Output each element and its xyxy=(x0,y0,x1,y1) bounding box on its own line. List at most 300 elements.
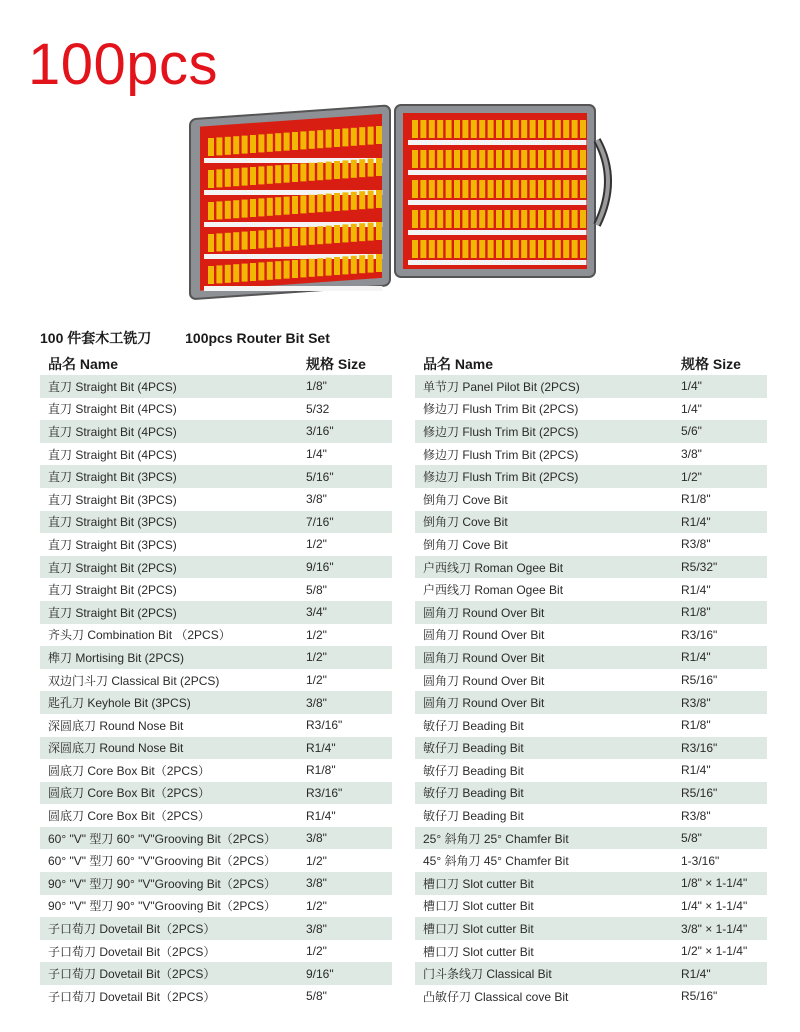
bit-name-cell: 60° "V" 型刀 60° "V"Grooving Bit（2PCS） xyxy=(40,849,298,872)
bit-size-cell: 1/2" xyxy=(298,533,392,556)
router-bit xyxy=(342,128,348,146)
router-bit xyxy=(334,257,340,275)
router-bit xyxy=(284,133,290,151)
router-bit xyxy=(580,180,586,198)
router-bit xyxy=(216,265,222,283)
router-bit xyxy=(572,240,578,258)
bit-name-cell: 直刀 Straight Bit (3PCS) xyxy=(40,465,298,488)
bit-size-cell: R3/16" xyxy=(298,782,392,805)
router-bit xyxy=(309,259,315,277)
router-bit xyxy=(471,180,477,198)
bit-name-cell: 榫刀 Mortising Bit (2PCS) xyxy=(40,646,298,669)
router-bit xyxy=(504,120,510,138)
bit-size-cell: 1/8" xyxy=(298,375,392,398)
bit-name-cell: 门斗条线刀 Classical Bit xyxy=(415,962,673,985)
router-bit xyxy=(446,210,452,228)
router-bit xyxy=(376,222,382,240)
router-bit xyxy=(376,158,382,176)
table-row xyxy=(415,669,767,692)
router-bit xyxy=(530,210,536,228)
router-bit xyxy=(309,227,315,245)
table-row xyxy=(40,443,392,466)
table-row xyxy=(40,691,392,714)
bit-size-cell: 1/4" xyxy=(298,443,392,466)
router-bit xyxy=(479,150,485,168)
bit-name-cell: 圆角刀 Round Over Bit xyxy=(415,601,673,624)
router-bit xyxy=(496,240,502,258)
table-row xyxy=(40,804,392,827)
name-column-header: 品名 Name xyxy=(415,353,673,375)
router-bit xyxy=(462,240,468,258)
table-row xyxy=(40,578,392,601)
table-row xyxy=(40,940,392,963)
router-bit xyxy=(462,180,468,198)
router-bit xyxy=(563,180,569,198)
router-bit xyxy=(359,255,365,273)
router-bit xyxy=(242,232,248,250)
bit-name-cell: 敏仔刀 Beading Bit xyxy=(415,737,673,760)
bit-name-cell: 深圆底刀 Round Nose Bit xyxy=(40,737,298,760)
router-bit xyxy=(513,210,519,228)
bit-name-cell: 圆角刀 Round Over Bit xyxy=(415,624,673,647)
router-bit xyxy=(351,128,357,146)
left-spec-table xyxy=(40,353,392,1008)
router-bit xyxy=(275,197,281,215)
router-bit xyxy=(334,193,340,211)
router-bit xyxy=(454,180,460,198)
bit-name-cell: 倒角刀 Cove Bit xyxy=(415,511,673,534)
bit-size-cell: 1/2" xyxy=(298,646,392,669)
table-row xyxy=(415,895,767,918)
bit-name-cell: 直刀 Straight Bit (4PCS) xyxy=(40,420,298,443)
table-row xyxy=(415,465,767,488)
router-bit xyxy=(521,150,527,168)
bit-size-cell: R1/8" xyxy=(298,759,392,782)
router-bit xyxy=(284,229,290,247)
router-bit xyxy=(250,231,256,249)
bit-size-cell: 1/8" × 1-1/4" xyxy=(673,872,767,895)
router-bit xyxy=(334,225,340,243)
table-row xyxy=(415,827,767,850)
router-bit xyxy=(513,240,519,258)
router-bit xyxy=(420,180,426,198)
router-bit xyxy=(437,180,443,198)
router-bit xyxy=(250,135,256,153)
bit-size-cell: R3/16" xyxy=(673,624,767,647)
router-bit xyxy=(225,201,231,219)
router-bit xyxy=(258,262,264,280)
router-bit xyxy=(292,164,298,182)
router-bit xyxy=(258,166,264,184)
bit-name-cell: 直刀 Straight Bit (3PCS) xyxy=(40,511,298,534)
router-bit xyxy=(309,131,315,149)
router-bit xyxy=(496,180,502,198)
table-row xyxy=(40,533,392,556)
router-bit xyxy=(233,264,239,282)
bit-size-cell: 1/2" xyxy=(298,624,392,647)
router-bit xyxy=(437,120,443,138)
router-bit xyxy=(513,150,519,168)
router-bit xyxy=(326,130,332,148)
table-row xyxy=(415,985,767,1008)
router-bit xyxy=(420,150,426,168)
router-bit xyxy=(471,150,477,168)
bit-name-cell: 齐头刀 Combination Bit （2PCS） xyxy=(40,624,298,647)
router-bit xyxy=(250,167,256,185)
router-bit xyxy=(479,240,485,258)
bit-size-cell: 3/8" xyxy=(673,443,767,466)
router-bit xyxy=(504,240,510,258)
label-strip xyxy=(408,200,586,205)
router-bit xyxy=(250,199,256,217)
router-bit xyxy=(300,131,306,149)
bit-name-cell: 敏仔刀 Beading Bit xyxy=(415,782,673,805)
bit-size-cell: 3/4" xyxy=(298,601,392,624)
router-bit xyxy=(376,126,382,144)
router-bit xyxy=(580,120,586,138)
router-bit xyxy=(351,224,357,242)
router-bit xyxy=(368,191,374,209)
router-bit xyxy=(420,210,426,228)
router-bit xyxy=(368,127,374,145)
router-bit xyxy=(342,224,348,242)
router-bit xyxy=(275,133,281,151)
bit-size-cell: 7/16" xyxy=(298,511,392,534)
bit-size-cell: 1/2" xyxy=(298,669,392,692)
bit-size-cell: 3/16" xyxy=(298,420,392,443)
bit-size-cell: R1/4" xyxy=(298,804,392,827)
router-bit xyxy=(572,210,578,228)
right-spec-table xyxy=(415,353,767,1008)
bit-name-cell: 圆底刀 Core Box Bit（2PCS） xyxy=(40,804,298,827)
router-bit xyxy=(359,191,365,209)
bit-size-cell: 3/8" xyxy=(298,917,392,940)
bit-size-cell: 3/8" × 1-1/4" xyxy=(673,917,767,940)
bit-size-cell: R3/16" xyxy=(298,714,392,737)
router-bit xyxy=(488,180,494,198)
router-bit xyxy=(326,226,332,244)
router-bit xyxy=(309,195,315,213)
router-bit xyxy=(538,210,544,228)
router-bit xyxy=(317,258,323,276)
router-bit xyxy=(546,150,552,168)
bit-size-cell: 1/2" xyxy=(298,849,392,872)
router-bit xyxy=(233,200,239,218)
bit-name-cell: 敏仔刀 Beading Bit xyxy=(415,714,673,737)
router-bit xyxy=(446,120,452,138)
bit-name-cell: 25° 斜角刀 25° Chamfer Bit xyxy=(415,827,673,850)
router-bit xyxy=(326,194,332,212)
router-bit xyxy=(580,150,586,168)
router-bit xyxy=(488,240,494,258)
router-bit xyxy=(471,210,477,228)
table-row xyxy=(40,895,392,918)
router-bit xyxy=(342,256,348,274)
table-row xyxy=(415,962,767,985)
bit-name-cell: 槽口刀 Slot cutter Bit xyxy=(415,917,673,940)
router-bit xyxy=(317,194,323,212)
router-bit xyxy=(572,180,578,198)
router-bit xyxy=(342,160,348,178)
table-row xyxy=(40,962,392,985)
router-bit xyxy=(521,210,527,228)
label-strip xyxy=(204,286,382,291)
router-bit xyxy=(309,163,315,181)
bit-name-cell: 60° "V" 型刀 60° "V"Grooving Bit（2PCS） xyxy=(40,827,298,850)
router-bit xyxy=(462,210,468,228)
router-bit xyxy=(292,260,298,278)
table-row xyxy=(40,714,392,737)
bit-size-cell: 1/2" xyxy=(673,465,767,488)
router-bit xyxy=(530,240,536,258)
bit-size-cell: R5/32" xyxy=(673,556,767,579)
bit-size-cell: R3/8" xyxy=(673,533,767,556)
table-row xyxy=(415,375,767,398)
table-row xyxy=(40,872,392,895)
router-bit xyxy=(530,120,536,138)
router-bit xyxy=(376,254,382,272)
router-bit xyxy=(538,180,544,198)
bit-size-cell: R1/8" xyxy=(673,714,767,737)
router-bit xyxy=(437,150,443,168)
bit-name-cell: 深圆底刀 Round Nose Bit xyxy=(40,714,298,737)
router-bit xyxy=(233,168,239,186)
router-bit xyxy=(479,180,485,198)
router-bit xyxy=(488,210,494,228)
table-row xyxy=(415,578,767,601)
router-bit xyxy=(326,258,332,276)
table-row xyxy=(40,465,392,488)
bit-size-cell: 9/16" xyxy=(298,962,392,985)
router-bit xyxy=(429,150,435,168)
router-bit xyxy=(572,150,578,168)
router-bit xyxy=(359,223,365,241)
router-bit xyxy=(351,192,357,210)
bit-name-cell: 圆角刀 Round Over Bit xyxy=(415,691,673,714)
router-bit xyxy=(563,150,569,168)
router-bit xyxy=(351,160,357,178)
router-bit xyxy=(317,162,323,180)
table-row xyxy=(40,601,392,624)
router-bit xyxy=(208,138,214,156)
bit-size-cell: 3/8" xyxy=(298,488,392,511)
router-bit xyxy=(555,240,561,258)
table-row xyxy=(40,420,392,443)
router-bit xyxy=(225,137,231,155)
router-bit xyxy=(342,192,348,210)
router-bit xyxy=(437,210,443,228)
router-bit xyxy=(359,159,365,177)
router-bit xyxy=(275,165,281,183)
bit-size-cell: 3/8" xyxy=(298,691,392,714)
bit-size-cell: R1/4" xyxy=(673,962,767,985)
label-strip xyxy=(408,260,586,265)
table-row xyxy=(415,443,767,466)
bit-size-cell: 9/16" xyxy=(298,556,392,579)
router-bit xyxy=(429,120,435,138)
router-bit xyxy=(488,120,494,138)
bit-size-cell: 1/4" xyxy=(673,398,767,421)
router-bit xyxy=(267,262,273,280)
table-header-row xyxy=(415,353,767,375)
bit-name-cell: 修边刀 Flush Trim Bit (2PCS) xyxy=(415,443,673,466)
bit-name-cell: 户西线刀 Roman Ogee Bit xyxy=(415,556,673,579)
router-bit xyxy=(454,210,460,228)
bit-name-cell: 敏仔刀 Beading Bit xyxy=(415,759,673,782)
label-strip xyxy=(408,230,586,235)
router-bit xyxy=(208,234,214,252)
bit-size-cell: 5/8" xyxy=(298,578,392,601)
router-bit xyxy=(300,195,306,213)
router-bit xyxy=(242,264,248,282)
table-row xyxy=(415,782,767,805)
router-bit xyxy=(412,120,418,138)
bit-name-cell: 直刀 Straight Bit (3PCS) xyxy=(40,533,298,556)
label-strip xyxy=(408,140,586,145)
bit-size-cell: R5/16" xyxy=(673,985,767,1008)
router-bit xyxy=(208,266,214,284)
router-bit xyxy=(292,132,298,150)
table-row xyxy=(415,691,767,714)
router-bit xyxy=(521,180,527,198)
size-column-header: 规格 Size xyxy=(673,353,767,375)
bit-name-cell: 圆角刀 Round Over Bit xyxy=(415,669,673,692)
router-bit xyxy=(317,130,323,148)
router-bit xyxy=(555,150,561,168)
table-row xyxy=(415,804,767,827)
bit-name-cell: 槽口刀 Slot cutter Bit xyxy=(415,895,673,918)
router-bit xyxy=(546,180,552,198)
table-row xyxy=(40,782,392,805)
router-bit xyxy=(462,150,468,168)
table-row xyxy=(40,398,392,421)
router-bit xyxy=(513,120,519,138)
bit-size-cell: 1-3/16" xyxy=(673,849,767,872)
bit-name-cell: 直刀 Straight Bit (4PCS) xyxy=(40,398,298,421)
bit-name-cell: 圆底刀 Core Box Bit（2PCS） xyxy=(40,759,298,782)
router-bit-case-image xyxy=(180,100,620,310)
router-bit xyxy=(530,150,536,168)
table-row xyxy=(40,375,392,398)
table-row xyxy=(40,488,392,511)
router-bit xyxy=(292,196,298,214)
router-bit xyxy=(216,169,222,187)
router-bit xyxy=(521,240,527,258)
router-bit xyxy=(412,240,418,258)
bit-name-cell: 户西线刀 Roman Ogee Bit xyxy=(415,578,673,601)
bit-name-cell: 槽口刀 Slot cutter Bit xyxy=(415,940,673,963)
bit-name-cell: 匙孔刀 Keyhole Bit (3PCS) xyxy=(40,691,298,714)
table-row xyxy=(415,533,767,556)
set-subtitle xyxy=(40,328,360,348)
table-row xyxy=(40,624,392,647)
bit-name-cell: 修边刀 Flush Trim Bit (2PCS) xyxy=(415,398,673,421)
router-bit xyxy=(446,240,452,258)
router-bit xyxy=(504,180,510,198)
bit-name-cell: 直刀 Straight Bit (2PCS) xyxy=(40,556,298,579)
subtitle-chinese: 100 件套木工铣刀 xyxy=(40,330,152,346)
bit-size-cell: R1/4" xyxy=(673,759,767,782)
router-bit xyxy=(208,170,214,188)
router-bit xyxy=(437,240,443,258)
bit-size-cell: 5/8" xyxy=(673,827,767,850)
bit-size-cell: 3/8" xyxy=(298,872,392,895)
headline: 100pcs xyxy=(28,32,219,97)
router-bit xyxy=(233,232,239,250)
router-bit xyxy=(454,120,460,138)
bit-size-cell: 3/8" xyxy=(298,827,392,850)
bit-size-cell: R3/16" xyxy=(673,737,767,760)
router-bit xyxy=(284,197,290,215)
table-row xyxy=(40,917,392,940)
router-bit xyxy=(267,230,273,248)
router-bit xyxy=(555,210,561,228)
router-bit xyxy=(216,201,222,219)
bit-name-cell: 子口荀刀 Dovetail Bit（2PCS） xyxy=(40,985,298,1008)
bit-size-cell: R1/4" xyxy=(673,578,767,601)
router-bit xyxy=(471,240,477,258)
router-bit xyxy=(267,166,273,184)
router-bit xyxy=(563,240,569,258)
table-row xyxy=(415,556,767,579)
bit-name-cell: 圆角刀 Round Over Bit xyxy=(415,646,673,669)
router-bit xyxy=(429,210,435,228)
table-row xyxy=(415,872,767,895)
table-row xyxy=(40,759,392,782)
router-bit xyxy=(504,150,510,168)
router-bit xyxy=(300,163,306,181)
router-bit xyxy=(368,223,374,241)
table-row xyxy=(40,849,392,872)
router-bit xyxy=(521,120,527,138)
size-column-header: 规格 Size xyxy=(298,353,392,375)
bit-size-cell: R1/4" xyxy=(298,737,392,760)
router-bit xyxy=(334,161,340,179)
router-bit xyxy=(208,202,214,220)
router-bit xyxy=(225,265,231,283)
router-bit xyxy=(225,233,231,251)
table-row xyxy=(415,737,767,760)
router-bit xyxy=(267,134,273,152)
router-bit xyxy=(462,120,468,138)
router-bit xyxy=(258,198,264,216)
bit-size-cell: 1/2" xyxy=(298,895,392,918)
bit-size-cell: 5/16" xyxy=(298,465,392,488)
bit-size-cell: R1/4" xyxy=(673,511,767,534)
router-bit xyxy=(488,150,494,168)
router-bit xyxy=(538,120,544,138)
bit-name-cell: 敏仔刀 Beading Bit xyxy=(415,804,673,827)
router-bit xyxy=(242,200,248,218)
router-bit xyxy=(216,137,222,155)
bit-size-cell: 1/2" xyxy=(298,940,392,963)
bit-size-cell: R5/16" xyxy=(673,669,767,692)
router-bit xyxy=(258,230,264,248)
router-bit xyxy=(317,226,323,244)
router-bit xyxy=(454,150,460,168)
router-bit xyxy=(513,180,519,198)
table-row xyxy=(415,759,767,782)
bit-name-cell: 90° "V" 型刀 90° "V"Grooving Bit（2PCS） xyxy=(40,872,298,895)
router-bit xyxy=(225,169,231,187)
router-bit xyxy=(368,255,374,273)
router-bit xyxy=(376,190,382,208)
router-bit xyxy=(242,136,248,154)
table-row xyxy=(40,985,392,1008)
table-row xyxy=(40,827,392,850)
router-bit xyxy=(275,229,281,247)
router-bit xyxy=(250,263,256,281)
